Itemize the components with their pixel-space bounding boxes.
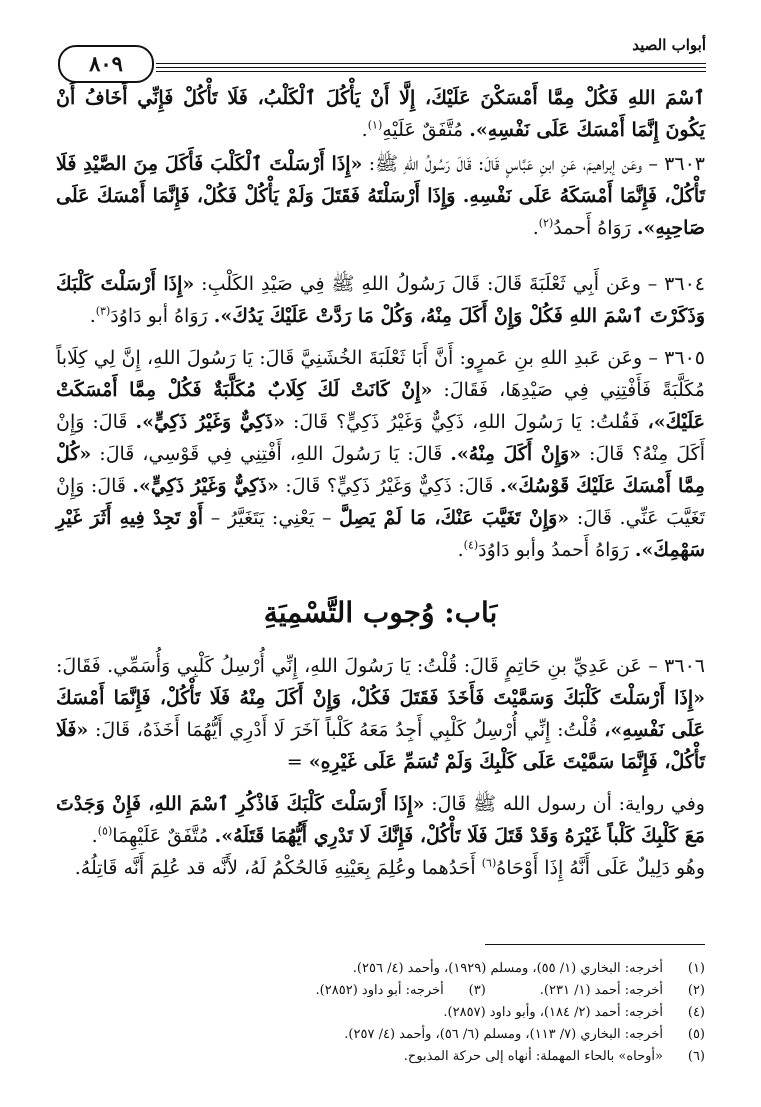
hadith-number: ٣٦٠٣ [664, 153, 705, 175]
footnote-ref: (٥) [97, 824, 113, 838]
hadith-text: «إِذَا أَرْسَلْتَ كَلْبَكَ وَسَمَّيْتَ فَأَخَذَ فَقَتَلَ فَكُلْ، وَإِنْ أَكَلَ مِنْهُ فَلَا تَأْكُلْ، فَإِنَّمَا أَمْسَكَ عَلَى نَفْسِهِ»، [56, 687, 705, 741]
hadith-text: أَوْ تَجِدْ فِيهِ أَثَرَ غَيْرِ سَهْمِكَ». [56, 507, 705, 561]
header-rule [156, 67, 706, 68]
attribution: رَوَاهُ أبو دَاوُدَ [110, 305, 214, 327]
footnote [55, 1002, 705, 1024]
footnote-text: أخرجه: البخاري (٧/ ١١٣)، ومسلم (٦/ ٥٦)، وأحمد (٤/ ٢٥٧). [344, 1027, 663, 1042]
footnote [55, 1024, 705, 1046]
narration: قَالَ: ذَكِيٌّ وَغَيْرُ ذَكِيٍّ؟ قَالَ: [278, 475, 500, 497]
paragraph-continuation [56, 82, 705, 146]
hadith-3606 [56, 650, 705, 778]
riwaya-intro: وفي رواية: أن رسول الله ﷺ قَالَ: [424, 793, 705, 815]
narration: قَالَ: يَا رَسُولَ اللهِ، أَفْتِنِي فِي قَوْسِي، قَالَ: [91, 443, 451, 465]
footnote-number: (٦) [687, 1049, 705, 1064]
punctuation: . [91, 825, 98, 847]
narration: فَقُلتُ: يَا رَسُولَ اللهِ، ذَكِيٌّ وَغَيْرُ ذَكِيٍّ؟ قَالَ: [284, 411, 648, 433]
hadith-text: «إِذَا أَرْسَلْتَ كَلْبَكَ وَذَكَرْتَ ٱسْمَ اللهِ فَكُلْ وَإِنْ أَكَلَ مِنْهُ، وَكُلْ مَا رَدَّتْ عَلَيْكَ يَدُكَ». [56, 273, 705, 327]
hadith-intro: – وعَن عَبدِ اللهِ بنِ عَمرٍو: أَنَّ أَبَا ثَعْلَبَةَ الخُشَنِيَّ قَالَ: يَا رَسُولَ اللهِ، إِنَّ لِي كِلَاباً مُكَلَّبَةً فَأَفْتِنِي فِي صَيْدِهَا، فَقَالَ: [56, 347, 705, 401]
footnote-number: (٣) [468, 983, 486, 998]
hadith-text: «وَإِنْ تَغَيَّبَ عَنْكَ، مَا لَمْ يَصِلَّ [339, 507, 570, 529]
chapter-title: بَاب: وُجوب التَّسْمِيَةِ [263, 596, 498, 629]
running-title: أبواب الصيد [632, 36, 706, 54]
header-rule [156, 71, 706, 72]
footnote-text: أخرجه: البخاري (١/ ٥٥)، ومسلم (١٩٢٩)، وأحمد (٤/ ٢٥٦). [352, 961, 663, 976]
hadith-text: «فَلَا تَأْكُلْ، فَإِنَّمَا سَمَّيْتَ عَلَى كَلْبِكَ وَلَمْ تُسَمِّ عَلَى غَيْرِهِ» [56, 719, 705, 773]
narration: قَالَ: وَإِنْ أَكَلَ مِنْهُ؟ قَالَ: [56, 411, 705, 465]
footnote-ref: (٤) [463, 538, 479, 552]
attribution: رَوَاهُ أَحمدُ [553, 217, 637, 239]
hadith-3603 [56, 148, 705, 244]
footnote-ref: (٣) [95, 304, 111, 318]
hadith-text: «إِذَا أَرْسَلْتَ ٱلْكَلْبَ فَأَكَلَ مِنَ الصَّيْدِ فَلَا تَأْكُلْ، فَإِنَّمَا أَمْسَكَهُ عَلَى نَفْسِهِ. وَإِذَا أَرْسَلْتَهُ فَقَتَلَ وَلَمْ يَأْكُلْ فَكُلْ، فَإِنَّمَا أَمْسَكَ عَلَى صَاحِبِهِ». [56, 153, 705, 239]
attribution: رَوَاهُ أَحمدُ وأبو دَاوُدَ [478, 539, 635, 561]
hadith-text: «ذَكِيٌّ وَغَيْرُ ذَكِيٍّ». [135, 411, 285, 433]
page-header [58, 36, 706, 76]
footnote [55, 958, 705, 980]
hadith-text: «كُلْ مِمَّا أَمْسَكَ عَلَيْكَ قَوْسُكَ». [56, 443, 705, 497]
commentary-text: أَحَدُهما وعُلِمَ بِعَيْنِهِ فَالحُكْمُ لَهُ، لأَنَّه قد عُلِمَ أَنَّه قَاتِلُهُ. [74, 857, 482, 879]
hadith-text: «إِذَا أَرْسَلْتَ كَلْبَكَ فَاذْكُرِ ٱسْمَ اللهِ، فَإِنْ وَجَدْتَ مَعَ كَلْبِكَ كَلْباً غَيْرَهُ وَقَدْ قَتَلَ فَلَا تَأْكُلْ، فَإِنَّكَ لَا تَدْرِي أَيُّهُمَا قَتَلَهُ». [56, 793, 705, 847]
hadith-number: ٣٦٠٥ [664, 347, 705, 369]
hadith-number: ٣٦٠٦ [664, 655, 705, 677]
footnote-text: أخرجه: أبو داود (٢٨٥٢). [315, 983, 444, 998]
hadith-text: «ذَكِيٌّ وَغَيْرُ ذَكِيٍّ». [132, 475, 279, 497]
hadith-text: ٱسْمَ اللهِ فَكُلْ مِمَّا أَمْسَكْنَ عَلَيْكَ، إِلَّا أَنْ يَأْكُلَ ٱلْكَلْبُ، فَلَا تَأْكُلْ فَإِنِّي أَخَافُ أَنْ يَكُونَ إِنَّمَا أَمْسَكَ عَلَى نَفْسِهِ». [56, 87, 705, 141]
footnote-number: (٢) [687, 983, 705, 998]
punctuation: . [457, 539, 464, 561]
punctuation: . [89, 305, 96, 327]
footnote-ref: (٦) [481, 856, 497, 870]
footnote-number: (٤) [687, 1005, 705, 1020]
footnote [55, 1046, 705, 1068]
narration: قُلْتُ: إِنِّي أُرْسِلُ كَلْبِي أَجِدُ مَعَهُ كَلْباً آخَرَ لَا أَدْرِي أَيُّهُمَا أَخَذَهُ، قَالَ: [88, 719, 605, 741]
hadith-intro: – وعَن أَبِي ثَعْلَبَةَ قَالَ: قَالَ رَسُولُ اللهِ ﷺ فِي صَيْدِ الكَلْبِ: [194, 273, 665, 295]
narration: قَالَ: وَإِنْ تَغَيَّبَ عَنِّي. قَالَ: [56, 475, 705, 529]
footnote-ref: (٢) [538, 216, 554, 230]
hadith-intro: – عَن عَدِيِّ بنِ حَاتِمٍ قَالَ: قُلْتُ: يَا رَسُولَ اللهِ، إِنِّي أُرْسِلُ كَلْبِي وَأُسَمِّي. فَقَالَ: [56, 655, 665, 677]
footnote-number: (١) [687, 961, 705, 976]
hadith-text: «وَإِنْ أَكَلَ مِنْهُ». [450, 443, 582, 465]
commentary-paragraph [56, 852, 705, 884]
footnotes [55, 958, 705, 1068]
commentary-text: وهُو دَلِيلٌ عَلَى أَنَّهُ إِذَا أَوْحَاهُ [496, 857, 705, 879]
narration: – يَعْنِي: يَتَغَيَّرُ – [203, 507, 340, 529]
footnote-text: أخرجه: أحمد (٢/ ١٨٤)، وأبو داود (٢٨٥٧). [443, 1005, 663, 1020]
hadith-3605 [56, 342, 705, 566]
punctuation: = [286, 751, 309, 773]
footnote-ref: (١) [367, 118, 383, 132]
footnote-text: «أوحاه» بالحاء المهملة: أنهاه إلى حركة المذبوح. [403, 1049, 663, 1064]
punctuation: . [532, 217, 539, 239]
footnote-divider [485, 944, 705, 945]
punctuation: . [361, 119, 368, 141]
page-number: ٨٠٩ [58, 45, 154, 83]
hadith-text: «إِنْ كَانَتْ لَكَ كِلَابٌ مُكَلَّبَةٌ فَكُلْ مِمَّا أَمْسَكَتْ عَلَيْكَ»، [56, 379, 705, 433]
hadith-intro: – وعَن إبراهيمَ، عَنِ ابنِ عَبَّاسٍ قَالَ: قَالَ رَسُولُ اللهِ ﷺ: [362, 153, 665, 175]
footnote-number: (٥) [687, 1027, 705, 1042]
riwaya-paragraph [56, 788, 705, 852]
footnote [55, 980, 705, 1002]
attribution: مُتَّفَقٌ عَلَيْهِ [382, 119, 470, 141]
footnote-text: أخرجه: أحمد (١/ ٢٣١). [539, 983, 663, 998]
header-rule [156, 63, 706, 64]
attribution: مُتَّفَقٌ عَلَيْهِمَا [112, 825, 215, 847]
hadith-3604 [56, 268, 705, 332]
hadith-number: ٣٦٠٤ [664, 273, 705, 295]
